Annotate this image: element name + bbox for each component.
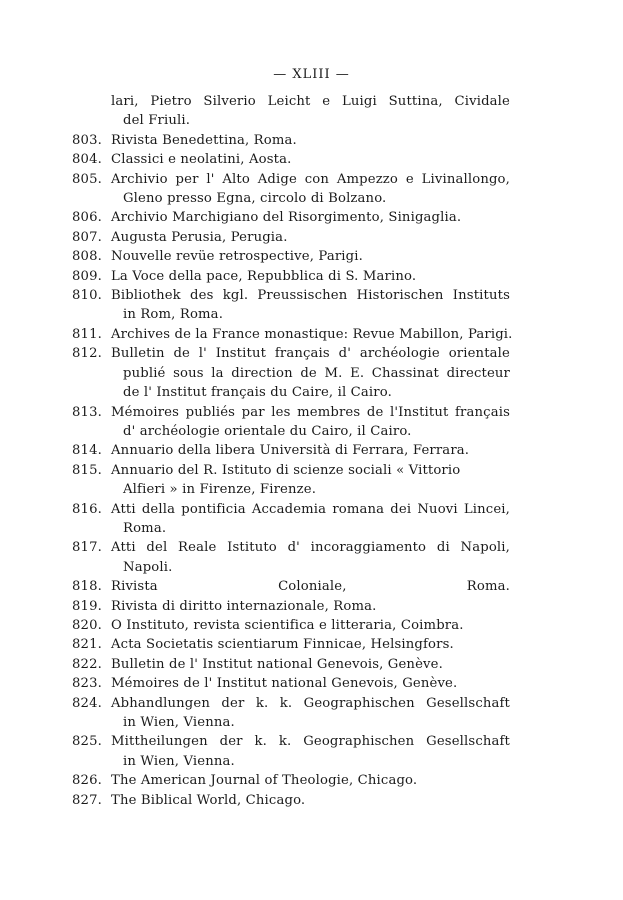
list-item: [72, 655, 510, 674]
entry-line: Archives de la France monastique: Revue Mabillon, Parigi.: [111, 326, 513, 342]
list-item: [72, 635, 510, 654]
entry-text: [111, 131, 510, 150]
list-item: [72, 247, 510, 266]
entry-number: 813.: [72, 404, 102, 420]
entry-number: 807.: [72, 229, 102, 245]
list-item: [72, 732, 510, 771]
entry-line: Napoli.: [123, 559, 173, 575]
entry-line: in Rom, Roma.: [123, 307, 224, 323]
entry-line: Bulletin de l' Institut national Genevois, Genève.: [111, 656, 443, 672]
periodicals-list: [72, 92, 513, 810]
entry-line: Abhandlungen der k. k. Geographischen Gesellschaft: [111, 695, 510, 711]
entry-number: 812.: [72, 346, 102, 362]
entry-text: [111, 228, 510, 247]
entry-number: 815.: [72, 462, 102, 478]
list-item: [72, 577, 510, 596]
entry-number: 824.: [72, 695, 102, 711]
list-item: [72, 325, 513, 344]
entry-text: [111, 616, 510, 635]
entry-text: [111, 655, 510, 674]
entry-text: [111, 403, 510, 442]
entry-text: [111, 267, 510, 286]
entry-line: Annuario del R. Istituto di scienze sociali « Vittorio: [111, 462, 461, 478]
entry-text: [111, 732, 510, 771]
entry-line: Bulletin de l' Institut français d' archéologie orientale: [111, 346, 510, 362]
entry-number: 804.: [72, 152, 102, 168]
entry-number: 823.: [72, 676, 102, 692]
entry-number: 810.: [72, 288, 102, 304]
entry-line: The American Journal of Theologie, Chicago.: [111, 773, 418, 789]
list-item: [72, 208, 510, 227]
list-item: [72, 616, 510, 635]
entry-text: [111, 500, 510, 539]
list-item: [72, 694, 510, 733]
list-item: [72, 538, 510, 577]
entry-number: 827.: [72, 792, 102, 808]
entry-line: Alfieri » in Firenze, Firenze.: [123, 482, 317, 498]
entry-line: O Instituto, revista scientifica e litteraria, Coimbra.: [111, 617, 464, 633]
entry-line: Classici e neolatini, Aosta.: [111, 152, 292, 168]
list-item: [72, 441, 510, 460]
entry-text: [111, 597, 510, 616]
list-item: [72, 461, 510, 500]
entry-number: 814.: [72, 443, 102, 459]
entry-line: de l' Institut français du Caire, il Cairo.: [123, 385, 392, 401]
list-item: [72, 267, 510, 286]
entry-line: Annuario della libera Università di Ferrara, Ferrara.: [111, 443, 470, 459]
entry-number: 817.: [72, 540, 102, 556]
entry-line: Mémoires publiés par les membres de l'Institut français: [111, 404, 510, 420]
list-item: [72, 344, 510, 402]
entry-number: 808.: [72, 249, 102, 265]
entry-number: 825.: [72, 734, 102, 750]
entry-number: 805.: [72, 171, 102, 187]
entry-number: 818.: [72, 579, 102, 595]
entry-text: [111, 150, 510, 169]
entry-number: 811.: [72, 326, 102, 342]
entry-text: [111, 286, 510, 325]
entry-text: [111, 635, 510, 654]
list-item: [72, 170, 510, 209]
entry-number: 821.: [72, 637, 102, 653]
entry-line: lari, Pietro Silverio Leicht e Luigi Suttina, Cividale: [111, 94, 510, 109]
entry-text: [111, 461, 510, 500]
entry-line: del Friuli.: [123, 113, 191, 129]
entry-number: 819.: [72, 598, 102, 614]
entry-line: Mémoires de l' Institut national Genevois, Genève.: [111, 676, 458, 692]
list-item: [72, 674, 510, 693]
entry-line: Roma.: [123, 520, 167, 536]
list-item: [72, 597, 510, 616]
list-item: [72, 286, 510, 325]
entry-line: in Wien, Vienna.: [123, 753, 235, 769]
entry-line: Acta Societatis scientiarum Finnicae, Helsingfors.: [111, 637, 454, 653]
entry-text: [111, 247, 510, 266]
entry-line: Rivista di diritto internazionale, Roma.: [111, 598, 377, 614]
entry-line: Rivista Coloniale, Roma.: [111, 579, 510, 595]
entry-text: [111, 208, 510, 227]
entry-number: 826.: [72, 773, 102, 789]
entry-line: Mittheilungen der k. k. Geographischen Gesellschaft: [111, 734, 510, 750]
entry-line: The Biblical World, Chicago.: [111, 792, 306, 808]
entry-number: 809.: [72, 268, 102, 284]
entry-number: 816.: [72, 501, 102, 517]
list-item: [72, 500, 510, 539]
entry-line: d' archéologie orientale du Cairo, il Cairo.: [123, 423, 412, 439]
entry-line: Augusta Perusia, Perugia.: [111, 229, 288, 245]
entry-text: [111, 577, 510, 596]
list-item: [72, 771, 510, 790]
entry-number: 803.: [72, 132, 102, 148]
entry-line: publié sous la direction de M. E. Chassinat directeur: [123, 365, 510, 381]
entry-line: Nouvelle revüe retrospective, Parigi.: [111, 249, 363, 265]
list-item: [72, 92, 510, 131]
list-item: [72, 150, 510, 169]
entry-text: [111, 441, 510, 460]
list-item: [72, 403, 510, 442]
entry-text: [111, 674, 510, 693]
entry-text: [111, 694, 510, 733]
entry-text: [111, 538, 510, 577]
list-item: [72, 791, 510, 810]
entry-line: Bibliothek des kgl. Preussischen Historischen Instituts: [111, 288, 510, 304]
entry-line: Gleno presso Egna, circolo di Bolzano.: [123, 191, 387, 207]
entry-line: Archivio Marchigiano del Risorgimento, Sinigaglia.: [111, 210, 462, 226]
entry-line: in Wien, Vienna.: [123, 715, 235, 730]
entry-line: Atti del Reale Istituto d' incoraggiamento di Napoli,: [111, 540, 510, 556]
entry-text: [111, 325, 513, 344]
list-item: [72, 228, 510, 247]
list-item: [72, 131, 510, 150]
entry-text: [111, 92, 510, 131]
entry-number: 822.: [72, 656, 102, 672]
entry-text: [111, 771, 510, 790]
entry-line: La Voce della pace, Repubblica di S. Marino.: [111, 268, 417, 284]
entry-line: Archivio per l' Alto Adige con Ampezzo e Livinallongo,: [111, 171, 510, 187]
entry-text: [111, 791, 510, 810]
entry-text: [111, 344, 510, 402]
entry-line: Atti della pontificia Accademia romana dei Nuovi Lincei,: [111, 501, 510, 517]
entry-line: Rivista Benedettina, Roma.: [111, 132, 297, 148]
entry-number: 820.: [72, 617, 102, 633]
page-header-roman-numeral: — XLIII —: [273, 67, 350, 82]
entry-number: 806.: [72, 210, 102, 226]
entry-text: [111, 170, 510, 209]
